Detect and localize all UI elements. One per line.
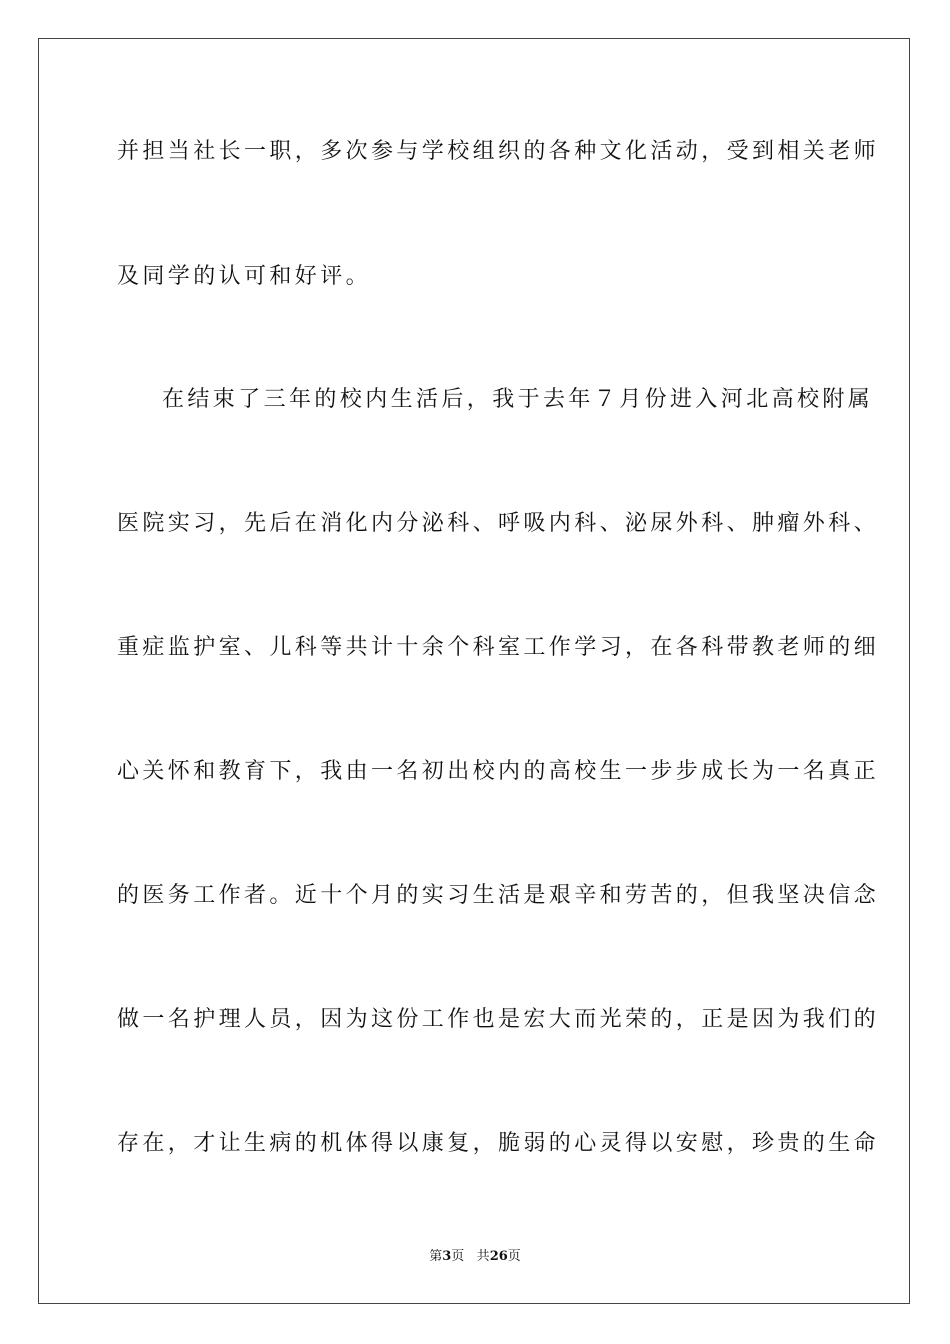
page-footer	[0, 1248, 950, 1266]
body-text-line: 重症监护室、儿科等共计十余个科室工作学习，在各科带教老师的细	[117, 635, 880, 660]
body-text-line: 并担当社长一职，多次参与学校组织的各种文化活动，受到相关老师	[117, 139, 880, 164]
page-suffix: 页	[451, 1249, 465, 1264]
total-suffix: 页	[507, 1249, 521, 1264]
page-prefix: 第	[429, 1249, 443, 1264]
body-text-line: 做一名护理人员，因为这份工作也是宏大而光荣的，正是因为我们的	[117, 1007, 880, 1032]
page-border	[38, 38, 910, 1304]
body-text-line: 的医务工作者。近十个月的实习生活是艰辛和劳苦的，但我坚决信念	[117, 883, 880, 908]
body-text-line-indented: 在结束了三年的校内生活后，我于去年７月份进入河北高校附属	[162, 387, 874, 412]
body-text-line: 心关怀和教育下，我由一名初出校内的高校生一步步成长为一名真正	[117, 759, 880, 784]
total-prefix: 共	[476, 1249, 490, 1264]
body-text-line: 医院实习，先后在消化内分泌科、呼吸内科、泌尿外科、肿瘤外科、	[117, 511, 880, 536]
body-text-line: 存在，才让生病的机体得以康复，脆弱的心灵得以安慰，珍贵的生命	[117, 1131, 880, 1156]
body-text-line: 及同学的认可和好评。	[117, 264, 372, 289]
page-number: 3	[442, 1249, 452, 1264]
total-pages: 26	[489, 1249, 508, 1264]
